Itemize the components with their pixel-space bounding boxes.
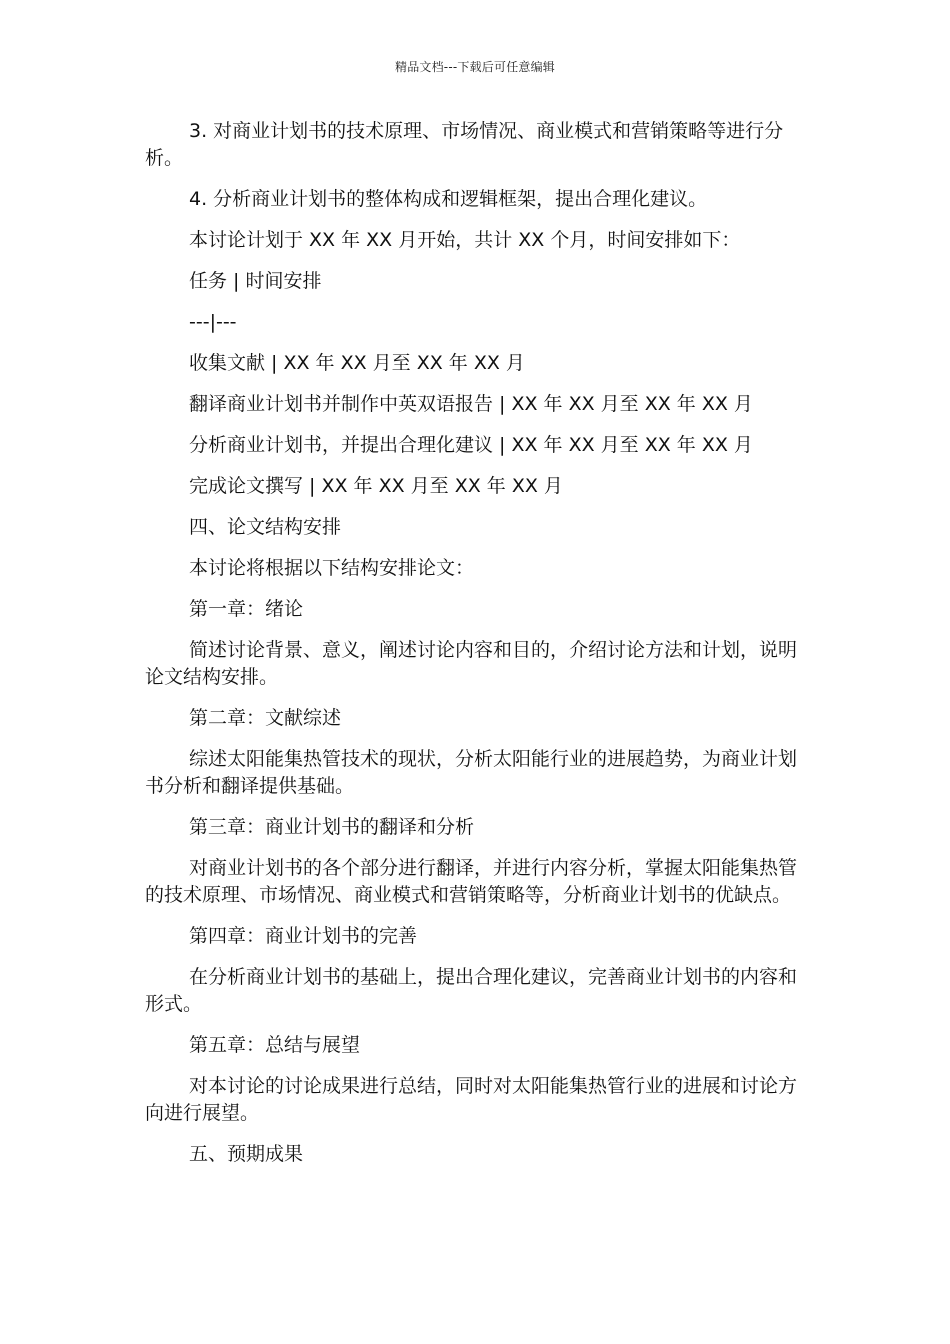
chapter-heading-2: 第二章：文献综述 (189, 707, 342, 729)
schedule-table-separator: ---|--- (189, 311, 237, 333)
schedule-row: 翻译商业计划书并制作中英双语报告 | XX 年 XX 月至 XX 年 XX 月 (189, 393, 753, 415)
paragraph-structure-intro: 本讨论将根据以下结构安排论文： (189, 557, 475, 579)
paragraph-objective-4: 4. 分析商业计划书的整体构成和逻辑框架，提出合理化建议。 (189, 188, 708, 210)
schedule-row: 收集文献 | XX 年 XX 月至 XX 年 XX 月 (189, 352, 525, 374)
page-header: 精品文档---下载后可任意编辑 (395, 60, 555, 74)
chapter-description-5: 对本讨论的讨论成果进行总结，同时对太阳能集热管行业的进展和讨论方向进行展望。 (145, 1075, 798, 1124)
document-body (145, 118, 805, 1182)
schedule-row: 完成论文撰写 | XX 年 XX 月至 XX 年 XX 月 (189, 475, 563, 497)
chapter-heading-4: 第四章：商业计划书的完善 (189, 925, 418, 947)
paragraph-objective-3: 3. 对商业计划书的技术原理、市场情况、商业模式和营销策略等进行分析。 (145, 120, 784, 169)
section-heading-structure: 四、论文结构安排 (189, 516, 342, 538)
chapter-description-2: 综述太阳能集热管技术的现状，分析太阳能行业的进展趋势，为商业计划书分析和翻译提供基础。 (145, 748, 798, 797)
paragraph-schedule-intro: 本讨论计划于 XX 年 XX 月开始，共计 XX 个月，时间安排如下： (189, 229, 741, 251)
chapter-heading-1: 第一章：绪论 (189, 598, 304, 620)
schedule-table-header: 任务 | 时间安排 (189, 270, 322, 292)
chapter-description-1: 简述讨论背景、意义，阐述讨论内容和目的，介绍讨论方法和计划，说明论文结构安排。 (145, 639, 798, 688)
section-heading-outcomes: 五、预期成果 (189, 1143, 304, 1165)
schedule-row: 分析商业计划书，并提出合理化建议 | XX 年 XX 月至 XX 年 XX 月 (189, 434, 753, 456)
chapter-description-3: 对商业计划书的各个部分进行翻译，并进行内容分析，掌握太阳能集热管的技术原理、市场情况、商业模式和营销策略等，分析商业计划书的优缺点。 (145, 857, 798, 906)
chapter-heading-3: 第三章：商业计划书的翻译和分析 (189, 816, 475, 838)
chapter-description-4: 在分析商业计划书的基础上，提出合理化建议，完善商业计划书的内容和形式。 (145, 966, 798, 1015)
chapter-heading-5: 第五章：总结与展望 (189, 1034, 361, 1056)
